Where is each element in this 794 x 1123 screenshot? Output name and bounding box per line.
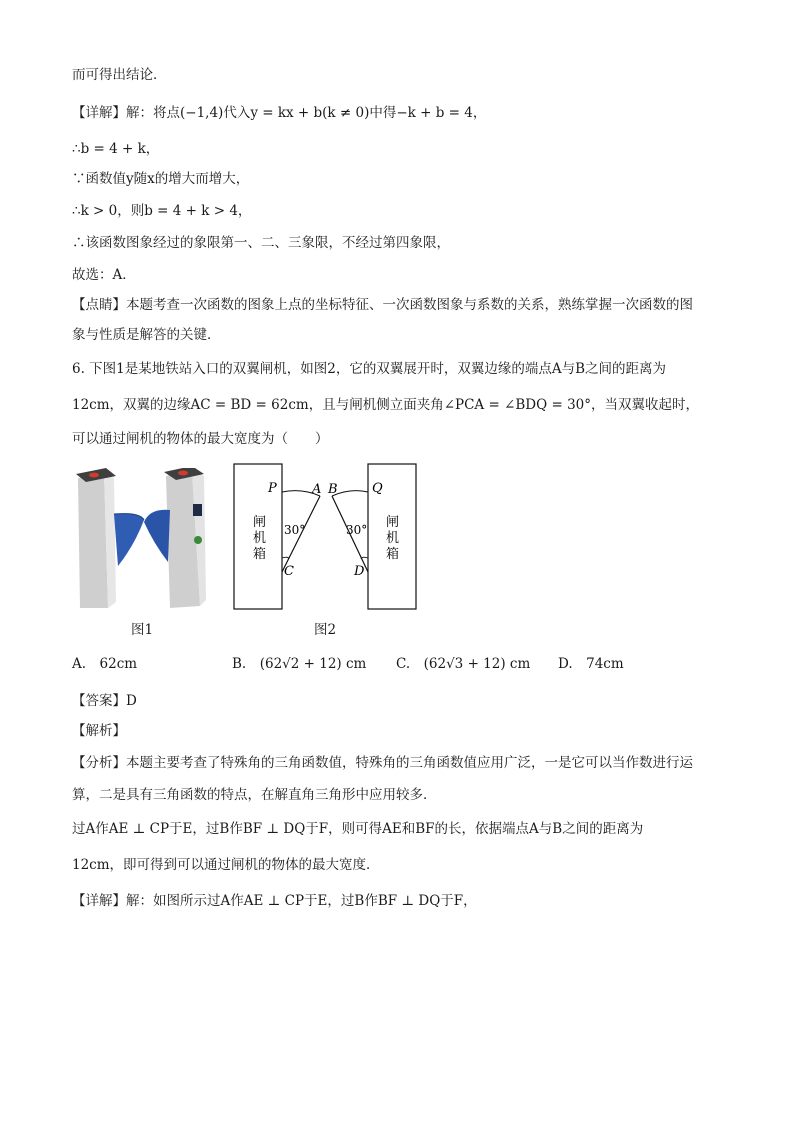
- text-line: ∴k > 0，则b = 4 + k > 4，: [72, 203, 252, 219]
- box-right-char: 闸: [386, 515, 400, 530]
- analysis-text: 【分析】本题主要考查了特殊角的三角函数值，特殊角的三角函数值应用广泛，一是它可以当作数进行运: [72, 755, 693, 771]
- option-a: A. 62cm: [72, 656, 138, 672]
- option-d: D. 74cm: [558, 656, 624, 672]
- figure2-caption: 图2: [314, 622, 337, 638]
- answer-label: 【答案】D: [72, 693, 137, 709]
- figure1-caption: 图1: [131, 622, 154, 638]
- analysis-text: 算，二是具有三角函数的特点，在解直角三角形中应用较多．: [72, 787, 437, 803]
- text-line: 【详解】解：将点(−1,4)代入y = kx + b(k ≠ 0)中得−k + b = 4，: [72, 105, 487, 121]
- text-line: 而可得出结论．: [72, 67, 167, 83]
- detail-text: 【详解】解：如图所示过A作AE ⊥ CP于E，过B作BF ⊥ DQ于F，: [72, 893, 477, 909]
- question-stem: 可以通过闸机的物体的最大宽度为（ ）: [72, 431, 329, 447]
- analysis-heading: 【解析】: [72, 723, 126, 739]
- option-b: B. (62√2 + 12) cm: [232, 656, 367, 672]
- option-c: C. (62√3 + 12) cm: [396, 656, 531, 672]
- text-line: 故选：A．: [72, 267, 136, 283]
- label-p: P: [268, 481, 277, 496]
- question-stem: 6. 下图1是某地铁站入口的双翼闸机，如图2，它的双翼展开时，双翼边缘的端点A与B之间的距离为: [72, 361, 667, 377]
- text-line: 象与性质是解答的关键．: [72, 327, 221, 343]
- text-line: ∴b = 4 + k，: [72, 141, 160, 157]
- question-stem: 12cm，双翼的边缘AC = BD = 62cm，且与闸机侧立面夹角∠PCA = ∠BDQ = 30°，当双翼收起时，: [72, 397, 700, 413]
- angle-left-label: 30°: [284, 523, 306, 537]
- box-left-char: 闸: [253, 515, 267, 530]
- box-left-char: 机: [253, 531, 267, 546]
- text-line: ∴该函数图象经过的象限第一、二、三象限，不经过第四象限，: [72, 235, 450, 251]
- gate-diagram: [228, 462, 424, 612]
- turnstile-photo: [70, 468, 210, 612]
- box-right-char: 箱: [386, 547, 400, 562]
- analysis-text: 12cm，即可得到可以通过闸机的物体的最大宽度．: [72, 857, 380, 873]
- analysis-text: 过A作AE ⊥ CP于E，过B作BF ⊥ DQ于F，则可得AE和BF的长，依据端点A与B之间的距离为: [72, 821, 644, 837]
- label-d: D: [354, 564, 365, 579]
- box-right-char: 机: [386, 531, 400, 546]
- angle-right-label: 30°: [346, 523, 368, 537]
- label-b: B: [328, 482, 338, 497]
- label-q: Q: [372, 481, 383, 496]
- text-line: 【点睛】本题考查一次函数的图象上点的坐标特征、一次函数图象与系数的关系，熟练掌握一次函数的图: [72, 297, 693, 313]
- label-a: A: [312, 482, 322, 497]
- box-left-char: 箱: [253, 547, 267, 562]
- label-c: C: [284, 564, 294, 579]
- text-line: ∵函数值y随x的增大而增大，: [72, 171, 250, 187]
